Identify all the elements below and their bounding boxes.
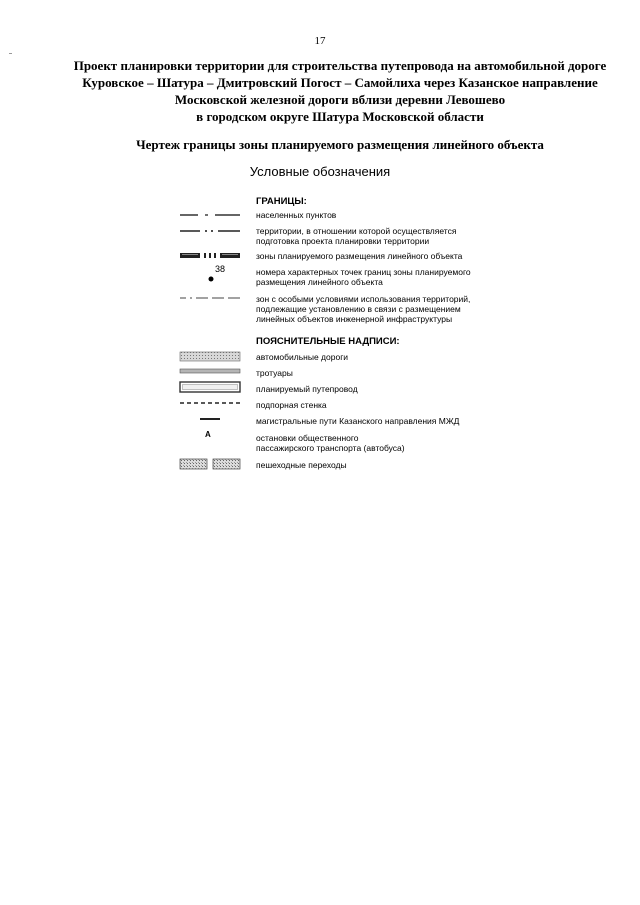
dash-double-dot-line-icon [178, 224, 242, 238]
title-line-2: Куровское – Шатура – Дмитровский Погост – Самойлиха через Казанское направление [82, 75, 598, 90]
bus-stop-symbol: А [205, 430, 211, 439]
notes-item-1 [256, 352, 526, 362]
boundary-item-1-text: населенных пунктов [256, 210, 337, 220]
drawing-subtitle: Чертеж границы зоны планируемого размещения линейного объекта [136, 137, 544, 152]
sidewalk-band-icon [178, 364, 242, 378]
railway-line-icon [178, 412, 242, 426]
notes-item-3 [256, 384, 526, 394]
notes-item-4-text: подпорная стенка [256, 400, 327, 410]
notes-item-6-line-1: остановки общественного [256, 433, 359, 443]
scan-edge-mark [9, 53, 12, 54]
overpass-rect-icon [178, 380, 242, 394]
legend-title: Условные обозначения [249, 164, 391, 179]
notes-item-2-text: тротуары [256, 368, 293, 378]
boundary-item-2-line-1: территории, в отношении которой осуществляется [256, 226, 457, 236]
boundary-item-2-line-2: подготовка проекта планировки территории [256, 236, 430, 246]
dashed-wall-icon [178, 396, 242, 410]
long-dash-line-icon [178, 291, 242, 305]
boundary-item-4-line-1: номера характерных точек границ зоны планируемого [256, 267, 471, 277]
road-hatch-icon [178, 349, 242, 363]
point-marker-label: 38 [215, 264, 226, 274]
document-title [40, 57, 640, 125]
notes-item-2 [256, 368, 526, 378]
page-number: 17 [314, 35, 326, 47]
boundary-item-4-line-2: размещения линейного объекта [256, 277, 383, 287]
boundary-item-3 [256, 251, 526, 261]
boundary-item-3-text: зоны планируемого размещения линейного объекта [256, 251, 463, 261]
notes-item-4 [256, 400, 526, 410]
dash-dot-line-icon [178, 208, 242, 222]
boundary-item-5-line-3: линейных объектов инженерной инфраструктуры [256, 314, 453, 324]
boundary-item-5-line-2: подлежащие установлению в связи с размещением [256, 304, 461, 314]
notes-item-1-text: автомобильные дороги [256, 352, 349, 362]
boundary-item-5-line-1: зон с особыми условиями использования территорий, [256, 294, 471, 304]
crosswalk-icon [178, 457, 242, 471]
title-line-1: Проект планировки территории для строительства путепровода на автомобильной дороге [73, 58, 607, 73]
notes-item-5 [256, 416, 526, 426]
boundary-item-5 [256, 294, 526, 324]
notes-item-7-text: пешеходные переходы [256, 460, 347, 470]
point-marker-icon [178, 263, 242, 285]
title-line-4: в городском округе Шатура Московской области [196, 109, 484, 124]
boundaries-heading: ГРАНИЦЫ: [256, 196, 307, 207]
notes-item-7 [256, 460, 526, 470]
notes-item-5-text: магистральные пути Казанского направления МЖД [256, 416, 460, 426]
notes-item-3-text: планируемый путепровод [256, 384, 358, 394]
notes-item-6-line-2: пассажирского транспорта (автобуса) [256, 443, 405, 453]
boundary-item-2 [256, 226, 526, 246]
boundary-item-1 [256, 210, 526, 220]
boundary-item-4 [256, 267, 526, 287]
notes-heading: ПОЯСНИТЕЛЬНЫЕ НАДПИСИ: [256, 336, 400, 347]
notes-item-6 [256, 433, 526, 453]
thick-striped-line-icon [178, 249, 242, 263]
bus-stop-icon [178, 428, 242, 442]
title-line-3: Московской железной дороги вблизи деревни Левошево [174, 92, 506, 107]
